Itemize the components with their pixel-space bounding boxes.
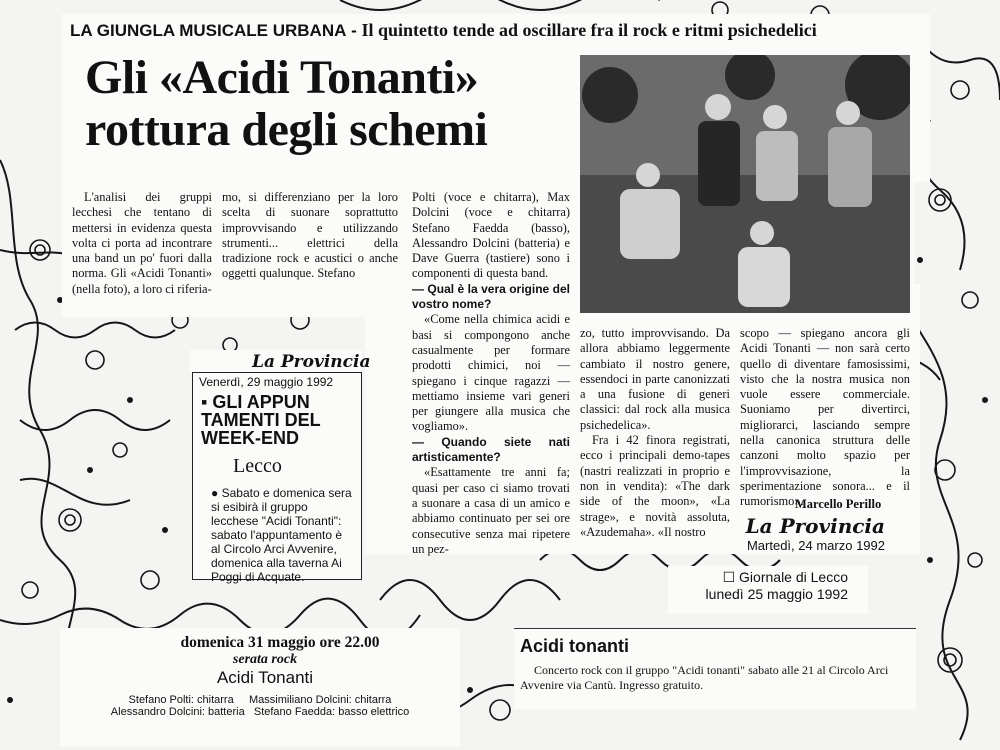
weekend-heading (193, 389, 361, 449)
weekend-source-logo: La Provincia (252, 352, 371, 372)
giornale-date: lunedì 25 maggio 1992 (705, 586, 848, 602)
bullet-dot-icon: ● (211, 486, 222, 500)
interview-question-1: — Qual è la vera origine del vostro nome? (412, 281, 570, 312)
listing-text: Concerto rock con il gruppo "Acidi tonanti" sabato alle 21 al Circolo Arci Avvenire via Cantù. Ingresso gratuito. (520, 663, 889, 692)
bullet-square-icon: ▪ (201, 392, 208, 412)
event-kind: serata rock (232, 652, 298, 667)
listing-clip (520, 636, 920, 693)
column-1-text: L'analisi dei gruppi lecchesi che tentano di mettersi in evidenza questa volta ci porta ad incontrare una band un po' fuori dalla norma. Gli «Acidi Tonanti» (nella foto), a loro ci riferia- (72, 190, 212, 296)
headline-line-1: Gli «Acidi Tonanti» (85, 51, 479, 104)
band-photo-illustration (580, 55, 910, 313)
event-members-line-2: Alessandro Dolcini: batteria Stefano Faedda: basso elettrico (110, 706, 410, 718)
weekend-location: Lecco (233, 455, 282, 477)
column-3-paragraph-3: «Esattamente tre anni fa; quasi per caso ci siamo trovati a suonare a casa di un amico e abbiamo continuato per sei ore consecutive senza mai ripetere un pez- (412, 465, 570, 556)
event-members-line-1: Stefano Polti: chitarra Massimiliano Dolcini: chitarra (128, 694, 392, 706)
giornale-credit (668, 569, 848, 602)
column-3-paragraph-1: Polti (voce e chitarra), Max Dolcini (voce e chitarra) Stefano Faedda (basso), Alessandro Dolcini (batteria) e Dave Guerra (tastiere) sono i componenti di questa band. (412, 190, 570, 281)
weekend-box (192, 372, 362, 584)
checkbox-square-icon: ☐ (722, 569, 736, 585)
column-3-paragraph-2: «Come nella chimica acidi e basi si compongono anche casualmente per formare prodotti chimici, noi — spiegano i cinque ragazzi — mettiamo insieme vari generi per giungere alla musica che vogliamo». (412, 312, 570, 434)
event-band: Acidi Tonanti (216, 668, 314, 687)
interview-question-2: — Quando siete nati artisticamente? (412, 434, 570, 465)
weekend-date: Venerdì, 29 maggio 1992 (199, 375, 334, 389)
article-kicker (70, 20, 950, 41)
article-headline (85, 52, 565, 156)
weekend-text: Sabato e domenica sera si esibirà il gruppo lecchese "Acidi Tonanti": sabato l'appuntamento è al Circolo Arci Avvenire, domenica alla taverna Ai Poggi di Acquate. (211, 486, 352, 584)
article-column-1 (72, 190, 212, 297)
kicker-separator: - (346, 21, 362, 40)
article-subtitle: Il quintetto tende ad oscillare fra il rock e ritmi psichedelici (361, 20, 817, 40)
article-column-5 (740, 326, 910, 510)
article-column-2 (222, 190, 398, 282)
band-photo (580, 55, 910, 313)
headline-line-2: rottura degli schemi (85, 103, 488, 156)
listing-title: Acidi tonanti (520, 636, 629, 656)
main-article-date: Martedì, 24 marzo 1992 (746, 538, 885, 553)
event-clip (40, 634, 480, 718)
article-column-4 (580, 326, 730, 540)
event-datetime: domenica 31 maggio ore 22.00 (180, 634, 380, 651)
column-4-paragraph-1: zo, tutto improvvisando. Da allora abbiamo leggermente cambiato il nostro genere, essendoci in parte canonizzati a una fusione di generi classici: dal rock alla musica psichedelica». (580, 326, 730, 432)
article-column-3 (412, 190, 570, 557)
weekend-heading-line-3: WEEK-END (201, 428, 299, 448)
kicker-section: LA GIUNGLA MUSICALE URBANA (70, 21, 347, 40)
weekend-heading-line-2: TAMENTI DEL (201, 410, 321, 430)
weekend-heading-line-1: GLI APPUN (212, 392, 310, 412)
column-5-text: scopo — spiegano ancora gli Acidi Tonanti — non sarà certo quello di diventare famosissimi, visto che la nostra musica non vuole essere commerciale. Suoniamo per divertirci, migliorarci, lasciando sempre nella canonica struttura delle canzoni molto spazio per l'improvvisazione, la sperimentazione sonora... e il rumorismo». (740, 326, 910, 509)
main-article-credit (700, 514, 885, 553)
column-2-text: mo, si differenziano per la loro scelta di suonare soprattutto improvvisando e utilizzando strumenti... elettrici della tradizione rock e acustici o anche oggetti qualunque. Stefano (222, 190, 398, 281)
la-provincia-logo: La Provincia (745, 514, 885, 538)
weekend-text-block (193, 482, 361, 584)
column-4-paragraph-2: Fra i 42 finora registrati, ecco i principali demo-tapes (nastri realizzati in proprio e non in vendita): «The dark side of the moon», «La strage», e novità assoluta, «Azudemaha». «Il nostro (580, 433, 730, 539)
article-author: Marcello Perillo (795, 497, 882, 511)
giornale-source: Giornale di Lecco (739, 569, 848, 585)
